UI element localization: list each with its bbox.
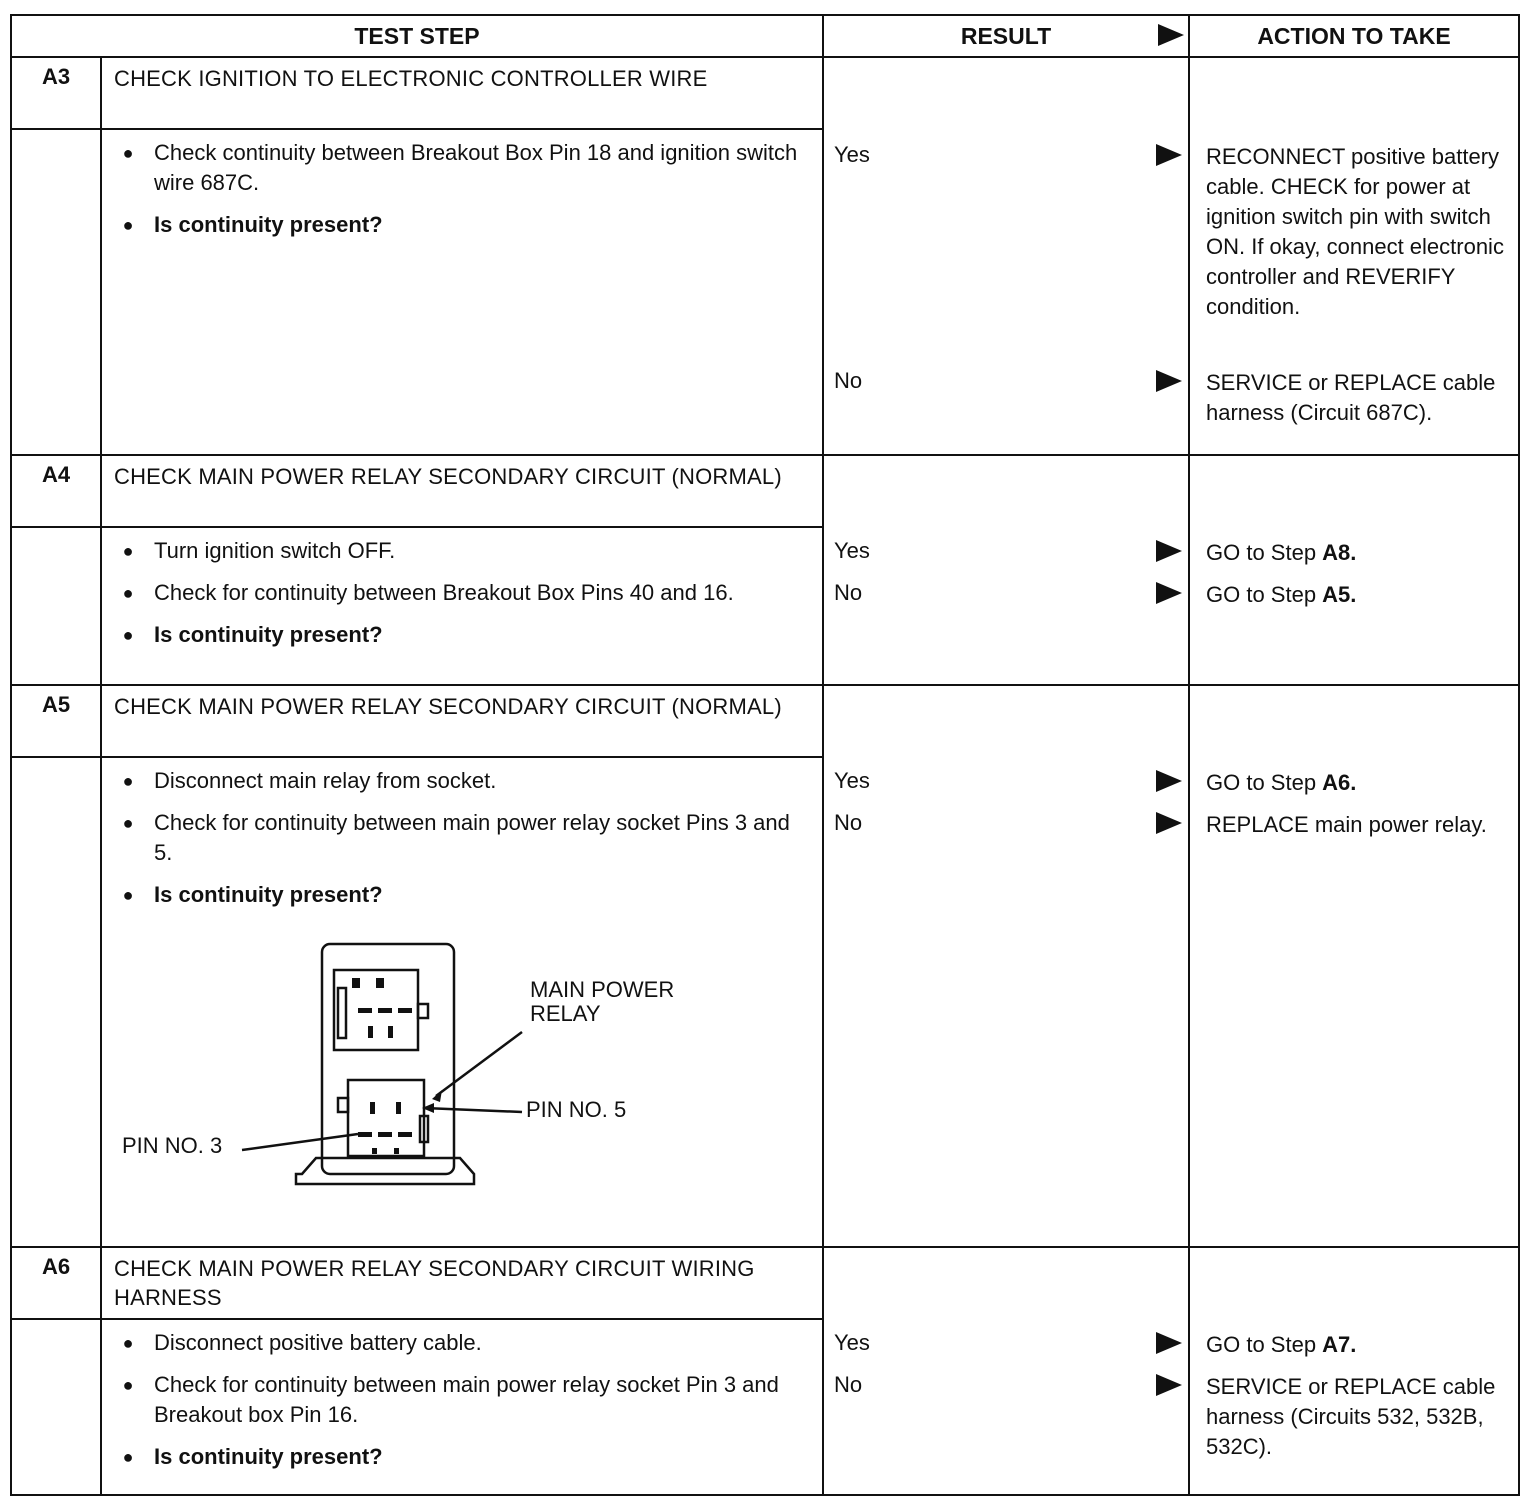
step-text: Check for continuity between main power relay socket Pins 3 and 5. bbox=[154, 810, 790, 865]
bullet-icon: ● bbox=[122, 1447, 134, 1467]
result-yes bbox=[834, 766, 1182, 796]
step-text: Turn ignition switch OFF. bbox=[154, 538, 396, 563]
action-text bbox=[1206, 580, 1510, 610]
relay-socket-illustration bbox=[102, 922, 802, 1222]
step-id: A6 bbox=[11, 1247, 101, 1319]
bullet-icon: ● bbox=[122, 813, 134, 833]
action-header: ACTION TO TAKE bbox=[1189, 15, 1519, 57]
result-cell bbox=[823, 1247, 1189, 1495]
result-label: No bbox=[834, 810, 863, 835]
step-title-row bbox=[11, 1247, 1519, 1319]
step-instructions bbox=[101, 129, 823, 455]
step-question: Is continuity present? bbox=[154, 882, 383, 907]
result-label: No bbox=[834, 368, 863, 393]
main-power-relay-label: MAIN POWER RELAY bbox=[530, 977, 675, 1026]
action-cell bbox=[1189, 455, 1519, 685]
pin5-leader-line bbox=[424, 1108, 522, 1112]
list-item bbox=[102, 578, 814, 608]
bullet-icon: ● bbox=[122, 215, 134, 235]
action-step-ref: A7. bbox=[1322, 1332, 1357, 1357]
arrow-right-icon bbox=[1156, 1374, 1182, 1396]
result-yes bbox=[834, 140, 1182, 170]
step-text: Disconnect main relay from socket. bbox=[154, 768, 497, 793]
action-text: SERVICE or REPLACE cable harness (Circuits 532, 532B, 532C). bbox=[1206, 1374, 1496, 1459]
result-header bbox=[823, 15, 1189, 57]
pin3-leader-line bbox=[242, 1134, 358, 1150]
list-item bbox=[102, 210, 814, 240]
step-id-spacer bbox=[11, 129, 101, 455]
pin5-label: PIN NO. 5 bbox=[526, 1097, 627, 1122]
relay-clip bbox=[338, 988, 346, 1038]
result-cell bbox=[823, 455, 1189, 685]
result-header-label: RESULT bbox=[960, 22, 1052, 49]
bullet-icon: ● bbox=[122, 143, 134, 163]
bullet-icon: ● bbox=[122, 625, 134, 645]
step-id-spacer bbox=[11, 757, 101, 1247]
step-instructions bbox=[101, 1319, 823, 1495]
result-yes bbox=[834, 1328, 1182, 1358]
action-prefix: GO to Step bbox=[1206, 540, 1323, 565]
relay-socket-lower bbox=[348, 1080, 424, 1156]
step-title-row bbox=[11, 57, 1519, 129]
action-text: SERVICE or REPLACE cable harness (Circuit 687C). bbox=[1206, 370, 1496, 425]
socket-tab bbox=[338, 1098, 348, 1112]
socket-pins-top bbox=[370, 1102, 401, 1114]
list-item bbox=[102, 880, 814, 910]
result-label: Yes bbox=[834, 538, 870, 563]
relay-pins-top bbox=[352, 978, 384, 988]
step-question: Is continuity present? bbox=[154, 212, 383, 237]
arrow-right-icon bbox=[1158, 24, 1184, 46]
result-no bbox=[834, 578, 1182, 608]
arrow-right-icon bbox=[1156, 540, 1182, 562]
list-item bbox=[102, 766, 814, 796]
action-text bbox=[1206, 1330, 1510, 1360]
result-label: Yes bbox=[834, 1330, 870, 1355]
list-item bbox=[102, 620, 814, 650]
step-instructions bbox=[101, 757, 823, 1247]
arrow-right-icon bbox=[1156, 1332, 1182, 1354]
list-item bbox=[102, 536, 814, 566]
arrowhead-icon bbox=[432, 1090, 442, 1102]
action-prefix: GO to Step bbox=[1206, 582, 1323, 607]
step-id: A3 bbox=[11, 57, 101, 129]
action-text: RECONNECT positive battery cable. CHECK for power at ignition switch pin with switch ON. If okay, connect electronic controller and REVERIFY condition. bbox=[1206, 144, 1504, 319]
step-text: Disconnect positive battery cable. bbox=[154, 1330, 482, 1355]
result-label: Yes bbox=[834, 768, 870, 793]
bullet-icon: ● bbox=[122, 583, 134, 603]
step-text: Check for continuity between main power relay socket Pin 3 and Breakout box Pin 16. bbox=[154, 1372, 779, 1427]
action-step-ref: A8. bbox=[1322, 540, 1357, 565]
action-cell bbox=[1189, 1247, 1519, 1495]
arrow-right-icon bbox=[1156, 144, 1182, 166]
bullet-icon: ● bbox=[122, 541, 134, 561]
step-text: Check continuity between Breakout Box Pin 18 and ignition switch wire 687C. bbox=[154, 140, 798, 195]
bullet-icon: ● bbox=[122, 771, 134, 791]
step-id: A5 bbox=[11, 685, 101, 757]
step-question: Is continuity present? bbox=[154, 622, 383, 647]
action-step-ref: A5. bbox=[1322, 582, 1357, 607]
relay-pins-bottom bbox=[368, 1026, 393, 1038]
relay-housing bbox=[322, 944, 454, 1174]
action-prefix: GO to Step bbox=[1206, 1332, 1323, 1357]
relay-leader-line bbox=[436, 1032, 522, 1096]
step-id-spacer bbox=[11, 527, 101, 685]
list-item bbox=[102, 808, 814, 868]
step-id: A4 bbox=[11, 455, 101, 527]
list-item bbox=[102, 1328, 814, 1358]
action-text bbox=[1206, 768, 1510, 798]
result-no bbox=[834, 808, 1182, 838]
arrow-right-icon bbox=[1156, 370, 1182, 392]
result-yes bbox=[834, 536, 1182, 566]
step-instructions bbox=[101, 527, 823, 685]
arrow-right-icon bbox=[1156, 770, 1182, 792]
bullet-icon: ● bbox=[122, 1375, 134, 1395]
table-header bbox=[11, 15, 1519, 57]
list-item bbox=[102, 1370, 814, 1430]
bullet-icon: ● bbox=[122, 1333, 134, 1353]
action-cell bbox=[1189, 685, 1519, 1247]
action-prefix: GO to Step bbox=[1206, 770, 1323, 795]
result-label: Yes bbox=[834, 142, 870, 167]
list-item bbox=[102, 138, 814, 198]
step-title: CHECK MAIN POWER RELAY SECONDARY CIRCUIT WIRING HARNESS bbox=[101, 1247, 823, 1319]
step-title: CHECK MAIN POWER RELAY SECONDARY CIRCUIT (NORMAL) bbox=[101, 685, 823, 757]
socket-pins-bottom bbox=[372, 1148, 399, 1154]
action-text: REPLACE main power relay. bbox=[1206, 812, 1487, 837]
diagnostic-chart bbox=[10, 14, 1518, 1496]
relay-tab bbox=[418, 1004, 428, 1018]
step-title: CHECK IGNITION TO ELECTRONIC CONTROLLER WIRE bbox=[101, 57, 823, 129]
socket-pins-middle bbox=[358, 1132, 412, 1137]
result-cell bbox=[823, 685, 1189, 1247]
test-step-table bbox=[10, 14, 1520, 1496]
result-cell bbox=[823, 57, 1189, 455]
action-text bbox=[1206, 538, 1510, 568]
test-step-header: TEST STEP bbox=[11, 15, 823, 57]
pin3-label: PIN NO. 3 bbox=[122, 1133, 223, 1158]
result-no bbox=[834, 1370, 1182, 1400]
action-step-ref: A6. bbox=[1322, 770, 1357, 795]
result-no bbox=[834, 366, 1182, 396]
step-title-row bbox=[11, 685, 1519, 757]
step-question: Is continuity present? bbox=[154, 1444, 383, 1469]
arrow-right-icon bbox=[1156, 812, 1182, 834]
result-label: No bbox=[834, 580, 863, 605]
step-text: Check for continuity between Breakout Box Pins 40 and 16. bbox=[154, 580, 734, 605]
step-id-spacer bbox=[11, 1319, 101, 1495]
list-item bbox=[102, 1442, 814, 1472]
action-cell bbox=[1189, 57, 1519, 455]
step-title-row bbox=[11, 455, 1519, 527]
result-label: No bbox=[834, 1372, 863, 1397]
step-title: CHECK MAIN POWER RELAY SECONDARY CIRCUIT (NORMAL) bbox=[101, 455, 823, 527]
relay-socket-diagram bbox=[102, 922, 814, 1222]
relay-pins-middle bbox=[358, 1008, 412, 1013]
arrow-right-icon bbox=[1156, 582, 1182, 604]
bullet-icon: ● bbox=[122, 885, 134, 905]
